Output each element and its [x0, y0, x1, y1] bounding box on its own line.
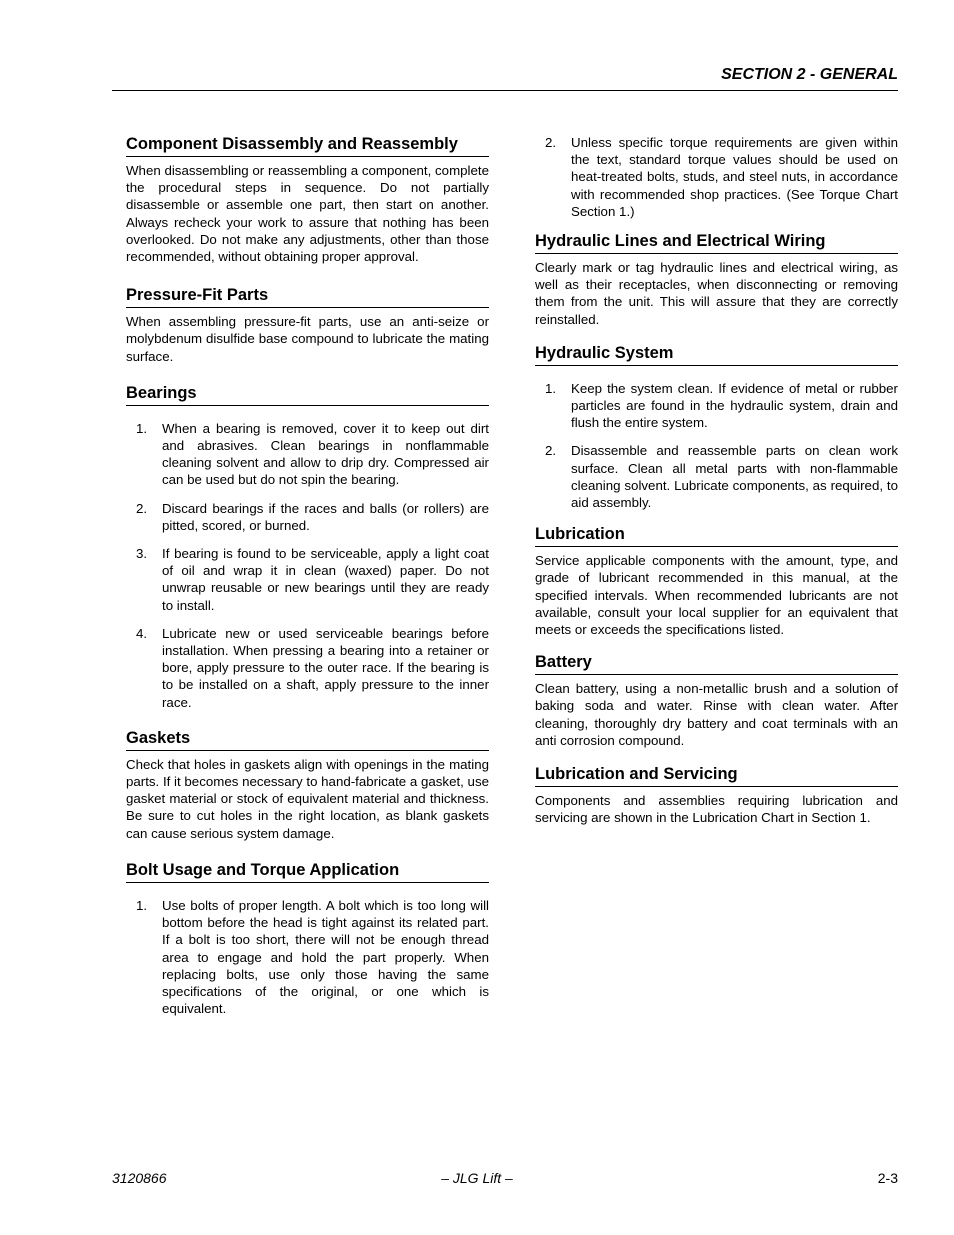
list-item: 1. Use bolts of proper length. A bolt which is too long will bottom before the head is tight against its related part. If a bolt is too short, there will not be enough thread area to engage and hold the part properly. When replacing bolts, use only those having the same specifications of the original, or one which is equivalent.: [136, 897, 489, 1017]
section-title: SECTION 2 - GENERAL: [721, 66, 898, 83]
section-pressure-fit: [126, 285, 489, 365]
section-text: Components and assemblies requiring lubrication and servicing are shown in the Lubrication Chart in Section 1.: [535, 793, 898, 826]
section-text: Check that holes in gaskets align with openings in the mating parts. If it becomes necessary to hand-fabricate a gasket, use gasket material or stock of equivalent material and thickness. Be sure to cut holes in the right location, as blank gaskets can cause serious system damage.: [126, 756, 489, 841]
list-item: 1. When a bearing is removed, cover it to keep out dirt and abrasives. Clean bearings in nonflammable cleaning solvent and allow to drip dry. Compressed air can be used but do not spin the bearing.: [136, 420, 489, 488]
section-heading: Gaskets: [126, 728, 489, 751]
page-header: [112, 64, 898, 91]
right-column: [535, 134, 898, 826]
list-item: 2. Disassemble and reassemble parts on clean work surface. Clean all metal parts with non-flammable cleaning solvent. Lubricate components, as required, to aid assembly.: [545, 443, 898, 511]
section-heading: Hydraulic System: [535, 343, 898, 366]
section-bolt-usage-continued: [535, 134, 898, 220]
hydraulic-system-list: [535, 380, 898, 511]
bearings-list: [126, 420, 489, 711]
section-gaskets: [126, 728, 489, 842]
list-item: 2. Discard bearings if the races and balls (or rollers) are pitted, scored, or burned.: [136, 500, 489, 533]
left-column: [126, 134, 489, 1028]
bolt-usage-list: [126, 897, 489, 1017]
section-hydraulic-lines: [535, 231, 898, 328]
bolt-usage-list-continued: [535, 134, 898, 220]
section-component-disassembly: [126, 134, 489, 265]
section-heading: Pressure-Fit Parts: [126, 285, 489, 308]
section-text: Service applicable components with the amount, type, and grade of lubricant recommended in this manual, at the specified intervals. When recommended lubricants are not available, consult your local supplier for an equivalent that meets or exceeds the specifications listed.: [535, 553, 898, 638]
section-text: Clearly mark or tag hydraulic lines and electrical wiring, as well as their receptacles, when disconnecting or removing them from the unit. This will assure that they are correctly reinstalled.: [535, 260, 898, 327]
section-heading: Hydraulic Lines and Electrical Wiring: [535, 231, 898, 254]
section-battery: [535, 652, 898, 749]
section-text: When assembling pressure-fit parts, use an anti-seize or molybdenum disulfide base compound to lubricate the mating surface.: [126, 314, 489, 364]
footer-doc-number: 3120866: [112, 1170, 167, 1186]
section-hydraulic-system: [535, 343, 898, 511]
section-bolt-usage: [126, 860, 489, 1017]
footer-page-number: 2-3: [877, 1170, 898, 1186]
list-item: 1. Keep the system clean. If evidence of metal or rubber particles are found in the hydraulic system, drain and flush the entire system.: [545, 380, 898, 431]
footer-publisher: – JLG Lift –: [441, 1170, 513, 1186]
list-item: 2. Unless specific torque requirements are given within the text, standard torque values should be used on heat-treated bolts, studs, and steel nuts, in accordance with recommended shop practices. (See Torque Chart Section 1.): [545, 135, 898, 219]
section-heading: Component Disassembly and Reassembly: [126, 134, 489, 157]
section-bearings: [126, 383, 489, 711]
section-heading: Bearings: [126, 383, 489, 406]
section-text: Clean battery, using a non-metallic brush and a solution of baking soda and water. Rinse with clean water. After cleaning, thoroughly dry battery and coat terminals with an anti corrosion compound.: [535, 681, 898, 748]
list-item: 3. If bearing is found to be serviceable, apply a light coat of oil and wrap it in clean (waxed) paper. Do not unwrap reusable or new bearings until they are ready to install.: [136, 546, 489, 613]
section-heading: Bolt Usage and Torque Application: [126, 860, 489, 883]
section-lubrication: [535, 524, 898, 638]
section-heading: Lubrication and Servicing: [535, 764, 898, 787]
section-text: When disassembling or reassembling a component, complete the procedural steps in sequence. Do not partially disassemble or assemble one part, then start on another. Always recheck your work to assure that nothing has been overlooked. Do not make any adjustments, other than those recommended, without obtaining proper approval.: [126, 163, 489, 265]
section-heading: Lubrication: [535, 524, 898, 547]
list-item: 4. Lubricate new or used serviceable bearings before installation. When pressing a bearing into a retainer or bore, apply pressure to the outer race. If the bearing is to be installed on a shaft, apply pressure to the inner race.: [136, 625, 489, 710]
section-lubrication-servicing: [535, 764, 898, 826]
section-heading: Battery: [535, 652, 898, 675]
